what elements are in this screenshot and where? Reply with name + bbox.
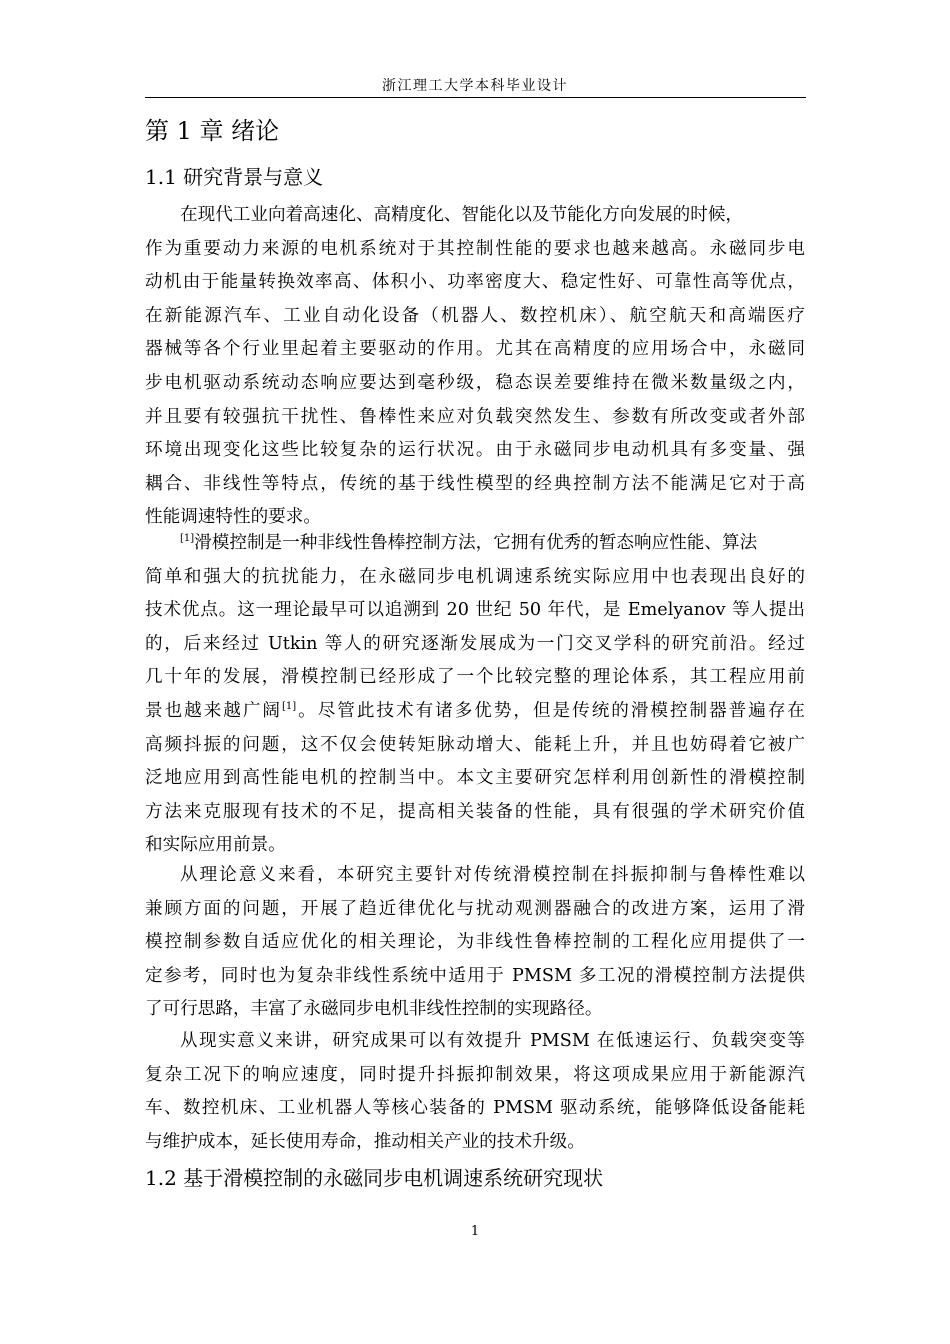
page-number: 1 xyxy=(470,1224,480,1239)
text-line: 环境出现变化这些比较复杂的运行状况。由于永磁同步电动机具有多变量、强 xyxy=(145,440,805,461)
text-line: 复杂工况下的响应速度，同时提升抖振抑制效果，将这项成果应用于新能源汽 xyxy=(145,1064,805,1085)
text-line: 从现实意义来讲，研究成果可以有效提升 PMSM 在低速运行、负载突变等 xyxy=(180,1031,805,1051)
text-line: 模控制参数自适应优化的相关理论，为非线性鲁棒控制的工程化应用提供了一 xyxy=(145,932,805,953)
text-line: 步电机驱动系统动态响应要达到毫秒级，稳态误差要维持在微米数量级之内， xyxy=(145,372,805,393)
text-line: 高频抖振的问题，这不仅会使转矩脉动增大、能耗上升，并且也妨碍着它被广 xyxy=(145,734,805,755)
running-header: 浙江理工大学本科毕业设计 xyxy=(382,78,568,94)
section-title-1-2: 1.2 基于滑模控制的永磁同步电机调速系统研究现状 xyxy=(145,1166,604,1190)
paragraph-sliding-mode xyxy=(145,527,805,863)
text-line: 车、数控机床、工业机器人等核心装备的 PMSM 驱动系统，能够降低设备能耗 xyxy=(145,1098,805,1119)
text-line: 景也越来越广阔[1]。尽管此技术有诸多优势，但是传统的滑模控制器普遍存在 xyxy=(145,700,805,721)
text-line: 在现代工业向着高速化、高精度化、智能化以及节能化方向发展的时候， xyxy=(180,205,744,225)
paragraph-background xyxy=(145,199,805,535)
text-line: 并且要有较强抗干扰性、鲁棒性来应对负载突然发生、参数有所改变或者外部 xyxy=(145,406,805,427)
paragraph-practical-significance xyxy=(145,1025,805,1159)
text-line: 作为重要动力来源的电机系统对于其控制性能的要求也越来越高。永磁同步电 xyxy=(145,238,805,259)
text-line: 简单和强大的抗扰能力，在永磁同步电机调速系统实际应用中也表现出良好的 xyxy=(145,566,805,587)
section-title-1-1: 1.1 研究背景与意义 xyxy=(145,165,324,189)
citation-marker: [1] xyxy=(282,701,297,713)
text-line: 的，后来经过 Utkin 等人的研究逐渐发展成为一门交叉学科的研究前沿。经过 xyxy=(145,633,805,654)
text-line: 性能调速特性的要求。 xyxy=(145,507,321,528)
text-line: 定参考，同时也为复杂非线性系统中适用于 PMSM 多工况的滑模控制方法提供 xyxy=(145,965,805,986)
text-line: [1]滑模控制是一种非线性鲁棒控制方法，它拥有优秀的暂态响应性能、算法 xyxy=(180,533,758,553)
text-line: 耦合、非线性等特点，传统的基于线性模型的经典控制方法不能满足它对于高 xyxy=(145,473,805,494)
text-line: 从理论意义来看，本研究主要针对传统滑模控制在抖振抑制与鲁棒性难以 xyxy=(180,865,805,885)
text-line: 几十年的发展，滑模控制已经形成了一个比较完整的理论体系，其工程应用前 xyxy=(145,667,805,688)
text-line: 动机由于能量转换效率高、体积小、功率密度大、稳定性好、可靠性高等优点， xyxy=(145,272,805,293)
text-line: 泛地应用到高性能电机的控制当中。本文主要研究怎样利用创新性的滑模控制 xyxy=(145,768,805,789)
text-line: 和实际应用前景。 xyxy=(145,835,286,856)
text-line: 方法来克服现有技术的不足，提高相关装备的性能，具有很强的学术研究价值 xyxy=(145,801,805,822)
text-line: 兼顾方面的问题，开展了趋近律优化与扰动观测器融合的改进方案，运用了滑 xyxy=(145,898,805,919)
header-divider xyxy=(145,97,806,98)
text-line: 与维护成本，延长使用寿命，推动相关产业的技术升级。 xyxy=(145,1131,585,1152)
paragraph-theoretical-significance xyxy=(145,859,805,1027)
text-line: 技术优点。这一理论最早可以追溯到 20 世纪 50 年代，是 Emelyanov 等人提出 xyxy=(145,600,805,621)
chapter-title: 第 1 章 绪论 xyxy=(145,117,280,145)
text-line: 器械等各个行业里起着主要驱动的作用。尤其在高精度的应用场合中，永磁同 xyxy=(145,339,805,360)
text-line: 在新能源汽车、工业自动化设备（机器人、数控机床）、航空航天和高端医疗 xyxy=(145,305,805,326)
citation-marker: [1] xyxy=(180,533,195,545)
text-line: 了可行思路，丰富了永磁同步电机非线性控制的实现路径。 xyxy=(145,999,603,1020)
